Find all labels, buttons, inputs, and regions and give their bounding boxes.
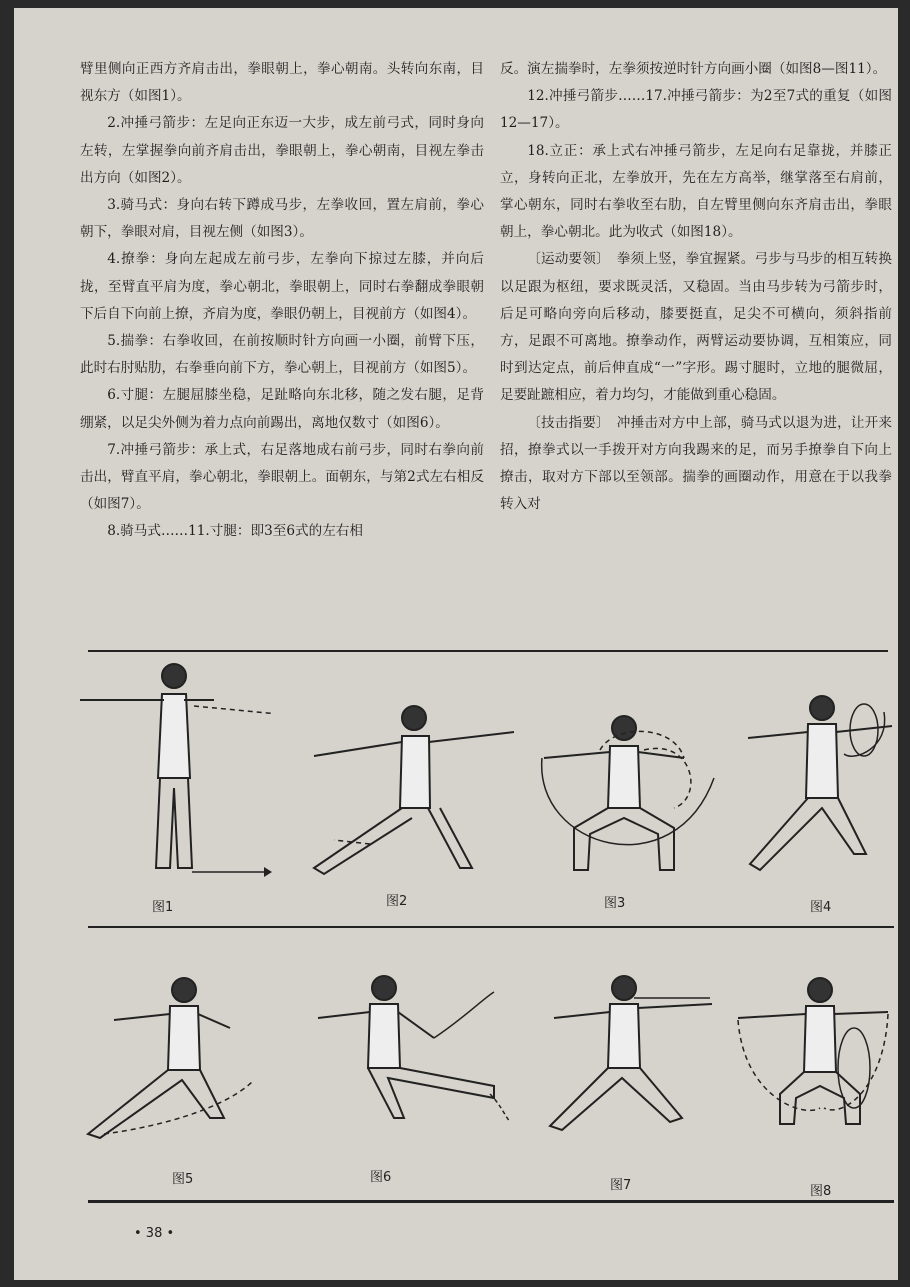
paragraph: 7.冲捶弓箭步：承上式，右足落地成右前弓步，同时右拳向前击出，臂直平肩，拳心朝北，拳眼朝上。面朝东，与第2式左右相反（如图7）。	[80, 441, 484, 513]
right-text-column	[500, 56, 892, 518]
figure-6	[304, 958, 514, 1185]
left-text-column	[80, 56, 484, 546]
martial-arts-figure-illustration	[724, 958, 894, 1148]
paragraph: 〔技击指要〕 冲捶击对方中上部，骑马式以退为进，让开来招，撩拳式以一手拨开对方向我踢来的足，而另手撩拳自下向上撩击，取对方下部以至领部。揣拳的画圈动作，用意在于以我拳转入对	[500, 414, 892, 513]
paragraph: 2.冲捶弓箭步：左足向正东迈一大步，成左前弓式，同时身向左转，左掌握拳向前齐肩击出，拳眼朝上，拳心朝南，目视左拳击出方向（如图2）。	[80, 115, 484, 186]
book-page	[14, 8, 898, 1280]
page-number: • 38 •	[134, 1226, 175, 1241]
figure-label: 图4	[810, 900, 832, 915]
paragraph: 8.骑马式……11.寸腿：即3至6式的左右相	[107, 523, 363, 540]
figure-5	[74, 958, 274, 1187]
divider-bottom	[88, 1200, 894, 1203]
paragraph: 反。演左揣拳时，左拳须按逆时针方向画小圈（如图8—图11）。	[500, 61, 887, 77]
martial-arts-figure-illustration	[734, 658, 894, 888]
paragraph: 5.揣拳：右拳收回，在前按顺时针方向画一小圈，前臂下压，此时右肘贴肋，右拳垂向前下方，拳心朝上，目视前方（如图5）。	[80, 333, 484, 377]
paragraph: 12.冲捶弓箭步……17.冲捶弓箭步：为2至7式的重复（如图12—17）。	[500, 88, 892, 132]
figure-label: 图8	[810, 1184, 832, 1199]
paragraph: 6.寸腿：左腿屈膝坐稳，足趾略向东北移，随之发右腿，足背绷紧，以足尖外侧为着力点向前踢出，离地仅数寸（如图6）。	[80, 387, 484, 431]
martial-arts-figure-illustration	[74, 958, 274, 1148]
figure-label: 图6	[370, 1170, 392, 1185]
figure-row-2	[74, 958, 894, 1198]
figure-8	[724, 958, 894, 1199]
figure-3	[524, 658, 724, 911]
figure-label: 图2	[386, 894, 408, 909]
divider-top	[88, 650, 888, 652]
figure-label: 图3	[604, 896, 626, 911]
figure-1	[74, 658, 274, 915]
figure-label: 图7	[610, 1178, 632, 1193]
paragraph: 18.立正：承上式右冲捶弓箭步，左足向右足靠拢，并膝正立，身转向正北，左拳放开，先在左方高举，继掌落至右肩前，掌心朝东，同时右拳收至右肋，自左臂里侧向东齐肩击出，拳眼朝上，拳心朝北。此为收式（如图18）。	[500, 142, 892, 241]
figure-label: 图1	[152, 900, 174, 915]
paragraph: 〔运动要领〕 拳须上竖，拳宜握紧。弓步与马步的相互转换以足跟为枢纽，要求既灵活，又稳固。当由马步转为弓箭步时，后足可略向旁向后移动，膝要挺直，足尖不可横向，须斜指前方，足跟不可离地。撩拳动作，两臂运动要协调，互相策应，同时到达定点，前后伸直成“一”字形。踢寸腿时，立地的腿微屈，足要趾蹠相应，着力均匀，才能做到重心稳固。	[500, 251, 892, 404]
figure-2	[284, 658, 514, 909]
martial-arts-figure-illustration	[534, 958, 714, 1148]
figure-row-1	[74, 658, 894, 918]
martial-arts-figure-illustration	[524, 658, 724, 888]
paragraph: 4.撩拳：身向左起成左前弓步，左拳向下掠过左膝，并向后拢，至臂直平肩为度，拳心朝北，拳眼朝上，同时右拳翻成拳眼朝下后自下向前上撩，齐肩为度，拳眼仍朝上，目视前方（如图4）。	[80, 251, 484, 322]
figure-label: 图5	[172, 1172, 194, 1187]
paragraph: 3.骑马式：身向右转下蹲成马步，左拳收回，置左肩前，拳心朝下，拳眼对肩，目视左侧（如图3）。	[80, 197, 484, 241]
figure-4	[734, 658, 894, 915]
figure-7	[534, 958, 714, 1193]
martial-arts-figure-illustration	[74, 658, 274, 888]
paragraph: 臂里侧向正西方齐肩击出，拳眼朝上，拳心朝南。头转向东南，目视东方（如图1）。	[80, 61, 484, 105]
martial-arts-figure-illustration	[304, 958, 514, 1148]
martial-arts-figure-illustration	[284, 658, 514, 888]
divider-middle	[88, 926, 894, 928]
